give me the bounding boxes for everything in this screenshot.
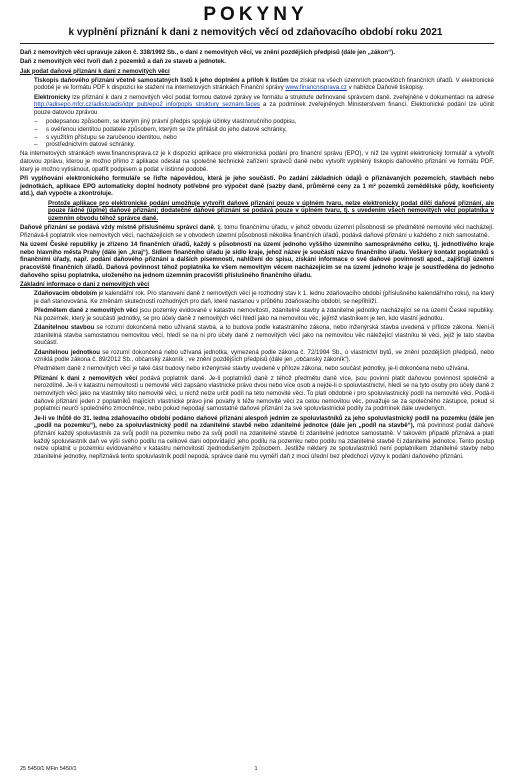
- paragraph-podil: [20, 415, 494, 461]
- instruction-body: [20, 49, 494, 763]
- spravce-text: , tj. tomu finančnímu úřadu, v jehož obvodu územní působnosti se předmětné nemovité věci nacházejí. Přiznává-li poplatník více nemovitých věcí, nacházejících se v obvodech územní působnosti několika finančních úřadů, podává daňové přiznání u každého z nich samostatně.: [20, 224, 494, 239]
- form-code: 25 5450/1 MFin 5450/1: [20, 766, 77, 772]
- list-item: – s ověřenou identitou podatele způsobem, kterým se lze přihlásit do jeho datové schránky,: [34, 126, 494, 134]
- stavba-lead: Zdanitelnou stavbou: [34, 323, 95, 331]
- paragraph-stavba: [20, 324, 494, 347]
- tiskopis-text: lze získat na všech územních pracovištích finančních úřadů. V elektronické podobě je ve formátu PDF k dispozici ke stažení na internetových stránkách Finanční správy: [34, 76, 494, 92]
- paragraph-elektronicky: [20, 94, 494, 117]
- jednotka-lead: Zdanitelnou jednotkou: [34, 348, 100, 356]
- paragraph-obdobi: [20, 290, 494, 305]
- list-item: – s využitím přístupu se zaručenou identitou, nebo: [34, 134, 494, 142]
- paragraph-predmet-dane: Předmětem daně z nemovitých věcí je také část budovy nebo inženýrské stavby uvedené v příloze zákona, nebo součást jednotky, je-li dokončena nebo užívána.: [34, 365, 470, 373]
- title-divider: [20, 43, 494, 44]
- paragraph-napoveda: Při vyplňování elektronického formuláře se řiďte nápovědou, která je jeho součástí. Po zadání základních údajů o přiznávaných pozemcích, stavbách nebo jednotkách, aplikace EPO automaticky doplní hodnoty potřebné pro výpočet daně (sazby daně, průměrné ceny za 1 m² pozemků zemědělské půdy, koeficienty atd.), daň vypočte a zkontroluje.: [20, 175, 494, 198]
- submission-methods-list: [20, 118, 494, 149]
- podil-lead: Je-li ve lhůtě do 31. ledna zdaňovacího období podáno daňové přiznání alespoň jedním ze spoluvlastníků za jeho spoluvlastnický podíl na pozemku (dále jen „podíl na pozemku“), nebo za spoluvlastnický podíl na zdanitelné stavbě nebo zdanitelné jednotce (dále jen „podíl na stavbě“),: [34, 414, 494, 430]
- section-heading-filing: Jak podat daňové přiznání k dani z nemovitých věcí: [20, 67, 170, 75]
- paragraph-epo: Na internetových stránkách www.financnisprava.cz je k dispozici aplikace pro elektronická podání pro finanční správu (EPO), v níž lze vyplnit elektronický formulář a vytvořit datovou zprávu, kterou je možno přímo z aplikace odeslat na společné technické zařízení správců daně nebo vytvořit vyplněný tiskopis daňového přiznání ve formátu PDF, který je možno vytisknout, opatřit podpisem a podat v listinné podobě.: [20, 150, 494, 173]
- stavba-text: se rozumí dokončená nebo užívaná stavba, a to budova podle katastrálního zákona, nebo inženýrská stavba uvedená v příloze zákona. Není-li zdanitelná stavba samostatnou nemovitou věcí, hledí se na ni pro účely daně z nemovitých věcí jako na nemovitou věc náležející vlastníku té věci, jejíž je tato stavba součástí.: [34, 323, 494, 347]
- paragraph-spravce: [20, 224, 494, 239]
- list-item: – podepsanou způsobem, se kterým jiný právní předpis spojuje účinky vlastnoručního podpisu,: [34, 118, 494, 126]
- paragraph-jednotka: [20, 349, 494, 364]
- priznani-text: podává poplatník daně. Je-li poplatníků daně z téhož předmětu daně více, jsou povinni platit daňovou povinnost společně a nerozdílně. Je-li v katastru nemovitostí u nemovité věci zapsáno vlastnické právo dvou nebo více osob a nejde-li o spoluvlastnictví, hledí se na tyto osoby pro účely daně z nemovitých věcí jako na vlastníky této nemovité věci, u nichž nelze určit podíl na této nemovité věci. To platí obdobně i pro spoluvlastnický podíl na nemovité věci. Podá-li daňové přiznání jeden z poplatníků majících vlastnické právo jiné povahy k téže nemovité věci za celou nemovitou věc, považuje se za společného zástupce, pokud si poplatníci neurčí společného zmocněnce, nebo pokud nepodají samostatné daňové přiznání za své spoluvlastnické podíly za podmínek dále uvedených.: [34, 374, 494, 413]
- podil-end: má povinnost podat daňové přiznání každý spoluvlastník za svůj podíl na pozemku nebo za svůj podíl na zdanitelné stavbě či zdanitelné jednotce samostatně. V takovém případě přiznává a platí každý spoluvlastník daň ve výši svého podílu na celkové dani odpovídající jeho podílu na pozemku nebo podílu na zdanitelné stavbě či zdanitelné jednotce. Tento postup nelze uplatnit u pozemku evidovaného v katastru nemovitostí zjednodušeným způsobem. Jestliže některý ze spoluvlastníků není poplatníkem zdanitelné stavby nebo zdanitelné jednotky, nepřiznává tento spoluvlastník podíl nepodá, správce daně mu vyměří daň z moci úřední bez předchozí výzvy k podání daňového přiznání.: [34, 422, 494, 460]
- spravce-lead: Daňové přiznání se podává vždy místně příslušnému správci daně: [20, 224, 214, 232]
- page-subtitle: k vyplnění přiznání k dani z nemovitých věcí od zdaňovacího období roku 2021: [68, 27, 443, 38]
- paragraph-uzemi: Na území České republiky je zřízeno 14 finančních úřadů, každý s působností na území jednoho vyššího územního samosprávného celku, tj. jednotlivého kraje nebo hlavního města Prahy (dále jen „kraj“). Sídlem finančního úřadu je sídlo kraje, jehož název je součástí názvu finančního úřadu. Veškerý kontakt poplatníků s finančními úřady, např. podání daňového přiznání a dalších písemností, nahlížení do spisu, získání informace o své daňové povinnosti apod., zajišťují územní pracoviště finančních úřadů. Daňová povinnost téhož poplatníka ke všem nemovitým věcem nacházejícím se na území jednoho kraje je soustředěna do jednoho daňového spisu poplatníka, uloženého na jednom územním pracovišti příslušného finančního úřadu.: [20, 241, 494, 279]
- tiskopis-lead: Tiskopis daňového přiznání včetně samostatných listů k jeho doplnění a příloh k listům: [34, 76, 289, 84]
- page-number: 1: [254, 766, 258, 772]
- tax-composition: Daň z nemovitých věcí tvoří daň z pozemků a daň ze staveb a jednotek.: [20, 58, 226, 66]
- obdobi-lead: Zdaňovacím obdobím: [34, 290, 97, 298]
- paragraph-warning: Protože aplikace pro elektronické podání umožňuje vytvořit daňové přiznání pouze v úplném tvaru, nelze elektronicky podat dílčí daňové přiznání, ale pouze řádné (úplné) daňové přiznání; dodatečné daňové přiznání se podává pouze v úplném tvaru, tj. s uvedením všech nemovitých věcí poplatníka v územním obvodu téhož správce daně.: [48, 199, 494, 222]
- obdobi-text: je kalendářní rok. Pro stanovení daně z nemovitých věcí je rozhodný stav k 1. lednu zdaňovacího období (příslušného kalendářního roku), na který je daň stanovována. Ke změnám skutečností rozhodných pro daň, které nastanou v průběhu zdaňovacího období, se nepřihlíží.: [34, 290, 494, 305]
- elektronicky-end: a za podmínek zveřejněných Ministerstvem financí. Elektronické podání lze učinit pouze datovou zprávou: [34, 101, 494, 116]
- tiskopis-end: v nabídce Daňové tiskopisy.: [346, 84, 425, 92]
- paragraph-tiskopis: [20, 77, 494, 92]
- financnisprava-link[interactable]: www.financnisprava.cz: [285, 84, 347, 92]
- section-heading-basics: Základní informace o dani z nemovitých věcí: [20, 280, 150, 288]
- predmet-text: jsou pozemky evidované v katastru nemovitostí, zdanitelné stavby a zdanitelné jednotky nacházející se na území České republiky. Na pozemek, který je součástí jednotky, se pro účely daně z nemovitých věcí hledí jako na nemovitou věc, jejímž vlastníkem je ten, kdo vlastní jednotku.: [34, 307, 494, 322]
- elektronicky-lead: Elektronicky: [34, 93, 71, 101]
- paragraph-predmet: [20, 307, 494, 322]
- list-item: – prostřednictvím datové schránky.: [34, 141, 494, 149]
- predmet-lead: Předmětem daně z nemovitých věcí: [34, 307, 138, 315]
- law-reference: Daň z nemovitých věcí upravuje zákon č. 338/1992 Sb., o dani z nemovitých věcí, ve znění pozdějších předpisů (dále jen „zákon“).: [20, 49, 395, 56]
- page-title: POKYNY: [203, 4, 308, 25]
- jednotka-text: se rozumí dokončená nebo užívaná jednotka, vymezená podle zákona č. 72/1994 Sb., o vlastnictví bytů, ve znění pozdějších předpisů, nebo vzniklá podle zákona č. 89/2012 Sb., občanský zákoník , ve znění pozdějších předpisů (dále jen „občanský zákoník“).: [34, 348, 494, 364]
- priznani-lead: Přiznání k dani z nemovitých věcí: [34, 374, 138, 382]
- elektronicky-text: lze přiznání k dani z nemovitých věcí podat formou datové zprávy ve formátu a struktuře definované správcem daně, zveřejněné v dokumentaci na adrese: [70, 93, 494, 101]
- adisepo-link[interactable]: http://adisepo.mfcr.cz/adistc/adis/idpr_pub/epo2_info/popis_struktury_seznam.faces: [34, 101, 260, 109]
- paragraph-priznani: [20, 375, 494, 413]
